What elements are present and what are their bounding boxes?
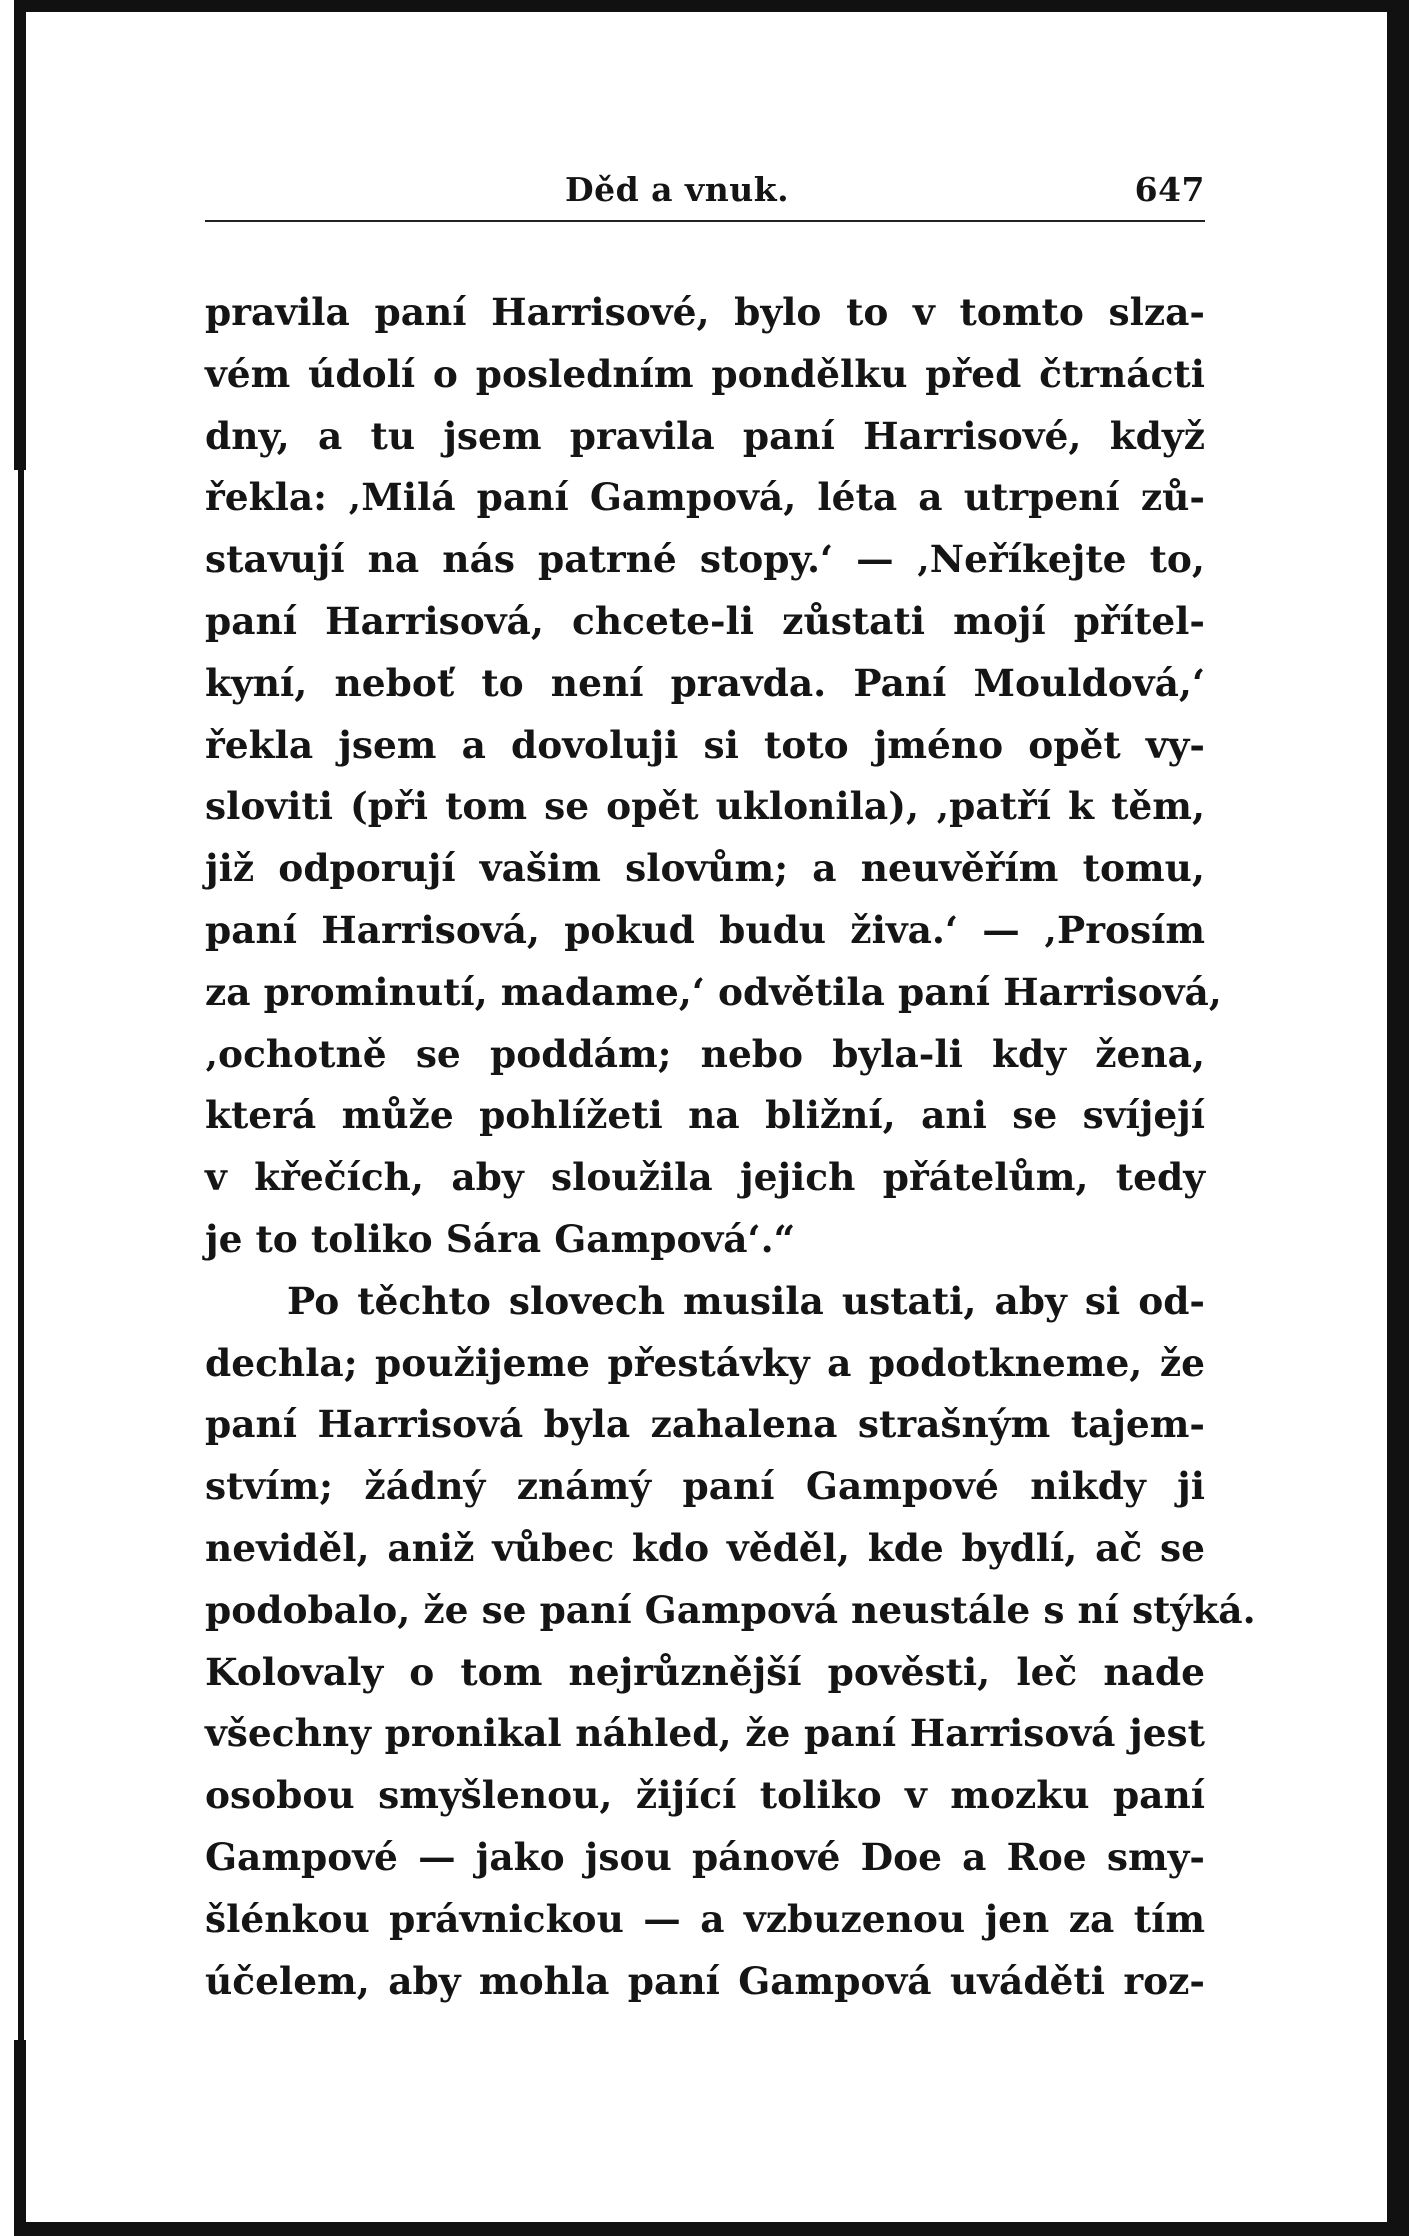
text-line: za prominutí, madame,‘ odvětila paní Harrisová, <box>205 969 1222 1014</box>
text-line: neviděl, aniž vůbec kdo věděl, kde bydlí, ač se <box>205 1525 1205 1570</box>
text-line: je to toliko Sára Gampová‘.“ <box>205 1216 796 1261</box>
text-line: sloviti (při tom se opět uklonila), ‚patří k těm, <box>205 784 1205 829</box>
text-line: ‚ochotně se poddám; nebo byla-li kdy žena, <box>205 1031 1205 1076</box>
text-line: účelem, aby mohla paní Gampová uváděti roz- <box>205 1958 1205 2003</box>
text-line: stvím; žádný známý paní Gampové nikdy ji <box>205 1464 1205 1509</box>
paragraph <box>205 1271 1256 2013</box>
text-line: osobou smyšlenou, žijící toliko v mozku paní <box>205 1773 1205 1818</box>
binding-edge-middle <box>18 470 24 2040</box>
text-line: paní Harrisová byla zahalena strašným tajem- <box>205 1402 1205 1447</box>
running-title: Děd a vnuk. <box>565 170 790 209</box>
text-line: šlénkou právnickou — a vzbuzenou jen za tím <box>205 1896 1205 1941</box>
text-line: podobalo, že se paní Gampová neustále s ní stýká. <box>205 1587 1256 1632</box>
page-content <box>205 140 1256 2012</box>
body-text <box>205 282 1256 2012</box>
text-line: v křečích, aby sloužila jejich přátelům, tedy <box>205 1155 1205 1200</box>
text-line: již odporují vašim slovům; a neuvěřím tomu, <box>205 846 1205 891</box>
text-line: všechny pronikal náhled, že paní Harrisová jest <box>205 1711 1205 1756</box>
text-line: dny, a tu jsem pravila paní Harrisové, když <box>205 413 1205 458</box>
paragraph <box>205 282 1222 1271</box>
text-line: která může pohlížeti na bližní, ani se svíjejí <box>205 1093 1205 1138</box>
text-line: vém údolí o posledním pondělku před čtrnácti <box>205 351 1205 396</box>
scan-border-bottom <box>14 2222 1409 2236</box>
scan-margin-left <box>0 0 14 2236</box>
scan-border-top <box>14 0 1396 12</box>
text-line: Po těchto slovech musila ustati, aby si od- <box>287 1278 1205 1323</box>
scan-border-right <box>1387 0 1409 2236</box>
running-header <box>205 140 1205 222</box>
text-line: dechla; použijeme přestávky a podotkneme, že <box>205 1340 1205 1385</box>
text-line: paní Harrisová, pokud budu živa.‘ — ‚Prosím <box>205 907 1205 952</box>
binding-edge-lower <box>14 2040 26 2236</box>
text-line: stavují na nás patrné stopy.‘ — ‚Neříkejte to, <box>205 537 1205 582</box>
binding-edge-upper <box>14 10 26 470</box>
text-line: Gampové — jako jsou pánové Doe a Roe smy- <box>205 1834 1205 1879</box>
text-line: řekla: ‚Milá paní Gampová, léta a utrpení zů- <box>205 475 1205 520</box>
text-line: řekla jsem a dovoluji si toto jméno opět vy- <box>205 722 1205 767</box>
text-line: pravila paní Harrisové, bylo to v tomto slza- <box>205 290 1205 334</box>
page-number: 647 <box>1134 170 1205 209</box>
text-line: kyní, neboť to není pravda. Paní Mouldová,‘ <box>205 660 1205 705</box>
text-line: Kolovaly o tom nejrůznější pověsti, leč nade <box>205 1649 1205 1694</box>
text-line: paní Harrisová, chcete-li zůstati mojí přítel- <box>205 598 1205 643</box>
